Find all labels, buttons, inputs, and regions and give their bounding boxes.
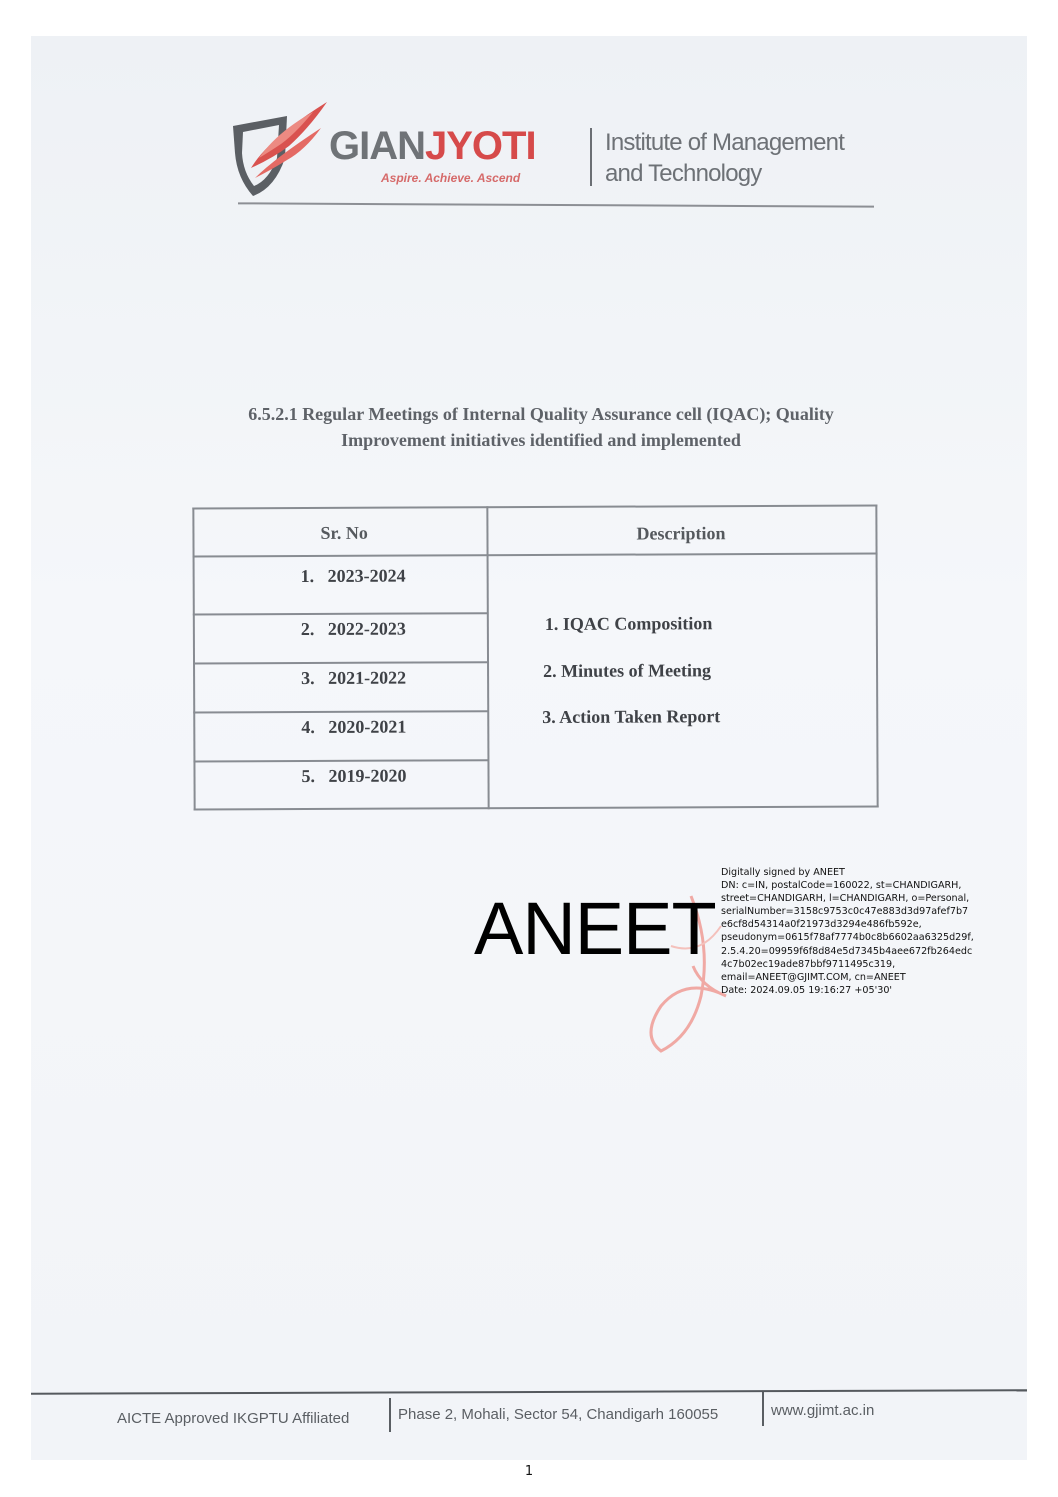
header-description: Description	[636, 523, 726, 544]
page-number: 1	[524, 1464, 534, 1479]
row-divider	[193, 661, 488, 664]
footer-website: www.gjimt.ac.in	[771, 1402, 875, 1419]
document-title	[201, 401, 881, 453]
signer-name: ANEET	[474, 887, 716, 970]
signature-line: pseudonym=0615f78af7774b0c8b6602aa6325d29f,	[721, 932, 974, 944]
row-divider	[193, 612, 488, 615]
table-header-divider	[193, 553, 878, 558]
logo-wordmark-red: JYOTI	[425, 124, 536, 168]
institute-name	[605, 127, 844, 189]
signature-line: Date: 2024.09.05 19:16:27 +05'30'	[721, 984, 893, 996]
signature-line: serialNumber=3158c9753c0c47e883d3d97afef7b7	[721, 906, 969, 918]
footer-separator	[762, 1392, 764, 1426]
shield-wing-logo-icon	[229, 98, 329, 200]
logo-divider	[590, 128, 592, 186]
signature-line: Digitally signed by ANEET	[721, 867, 845, 878]
table-border-left	[192, 507, 195, 810]
signature-line: street=CHANDIGARH, l=CHANDIGARH, o=Personal,	[721, 893, 970, 905]
table-row: 2. 2022-2023	[300, 618, 406, 640]
table-row: 3. 2021-2022	[301, 667, 407, 689]
row-divider	[193, 759, 488, 762]
digital-signature-details	[721, 866, 974, 997]
iqac-table	[192, 505, 878, 811]
header-sr-no: Sr. No	[320, 522, 368, 543]
description-item: 1. IQAC Composition	[544, 613, 713, 634]
table-row: 5. 2019-2020	[301, 765, 407, 787]
institute-name-line1: Institute of Management	[605, 129, 845, 156]
logo-wordmark	[329, 124, 536, 169]
signature-line: email=ANEET@GJIMT.COM, cn=ANEET	[721, 971, 906, 983]
title-line1: 6.5.2.1 Regular Meetings of Internal Quality Assurance cell (IQAC); Quality	[248, 404, 834, 424]
footer-affiliation: AICTE Approved IKGPTU Affiliated	[117, 1410, 350, 1427]
logo-wordmark-gray: GIAN	[329, 124, 425, 168]
row-divider	[193, 710, 488, 713]
signature-line: 4c7b02ec19ade87bbf9711495c319,	[721, 958, 896, 970]
table-row: 4. 2020-2021	[301, 716, 407, 738]
description-item: 3. Action Taken Report	[542, 706, 721, 727]
signature-line: 2.5.4.20=09959f6f8d84e5d7345b4aee672fb264edc	[721, 945, 973, 957]
signature-line: e6cf8d54314a0f21973d3294e486fb592e,	[721, 919, 922, 931]
signature-line: DN: c=IN, postalCode=160022, st=CHANDIGARH,	[721, 880, 962, 892]
footer-separator	[389, 1398, 391, 1432]
footer-address: Phase 2, Mohali, Sector 54, Chandigarh 160055	[398, 1406, 719, 1423]
description-item: 2. Minutes of Meeting	[543, 660, 712, 681]
logo-tagline: Aspire. Achieve. Ascend	[381, 171, 521, 185]
institute-name-line2: and Technology	[605, 160, 762, 187]
title-line2: Improvement initiatives identified and implemented	[341, 430, 741, 450]
table-column-divider	[486, 506, 489, 809]
table-row: 1. 2023-2024	[300, 565, 406, 587]
scanned-page	[31, 36, 1027, 1460]
